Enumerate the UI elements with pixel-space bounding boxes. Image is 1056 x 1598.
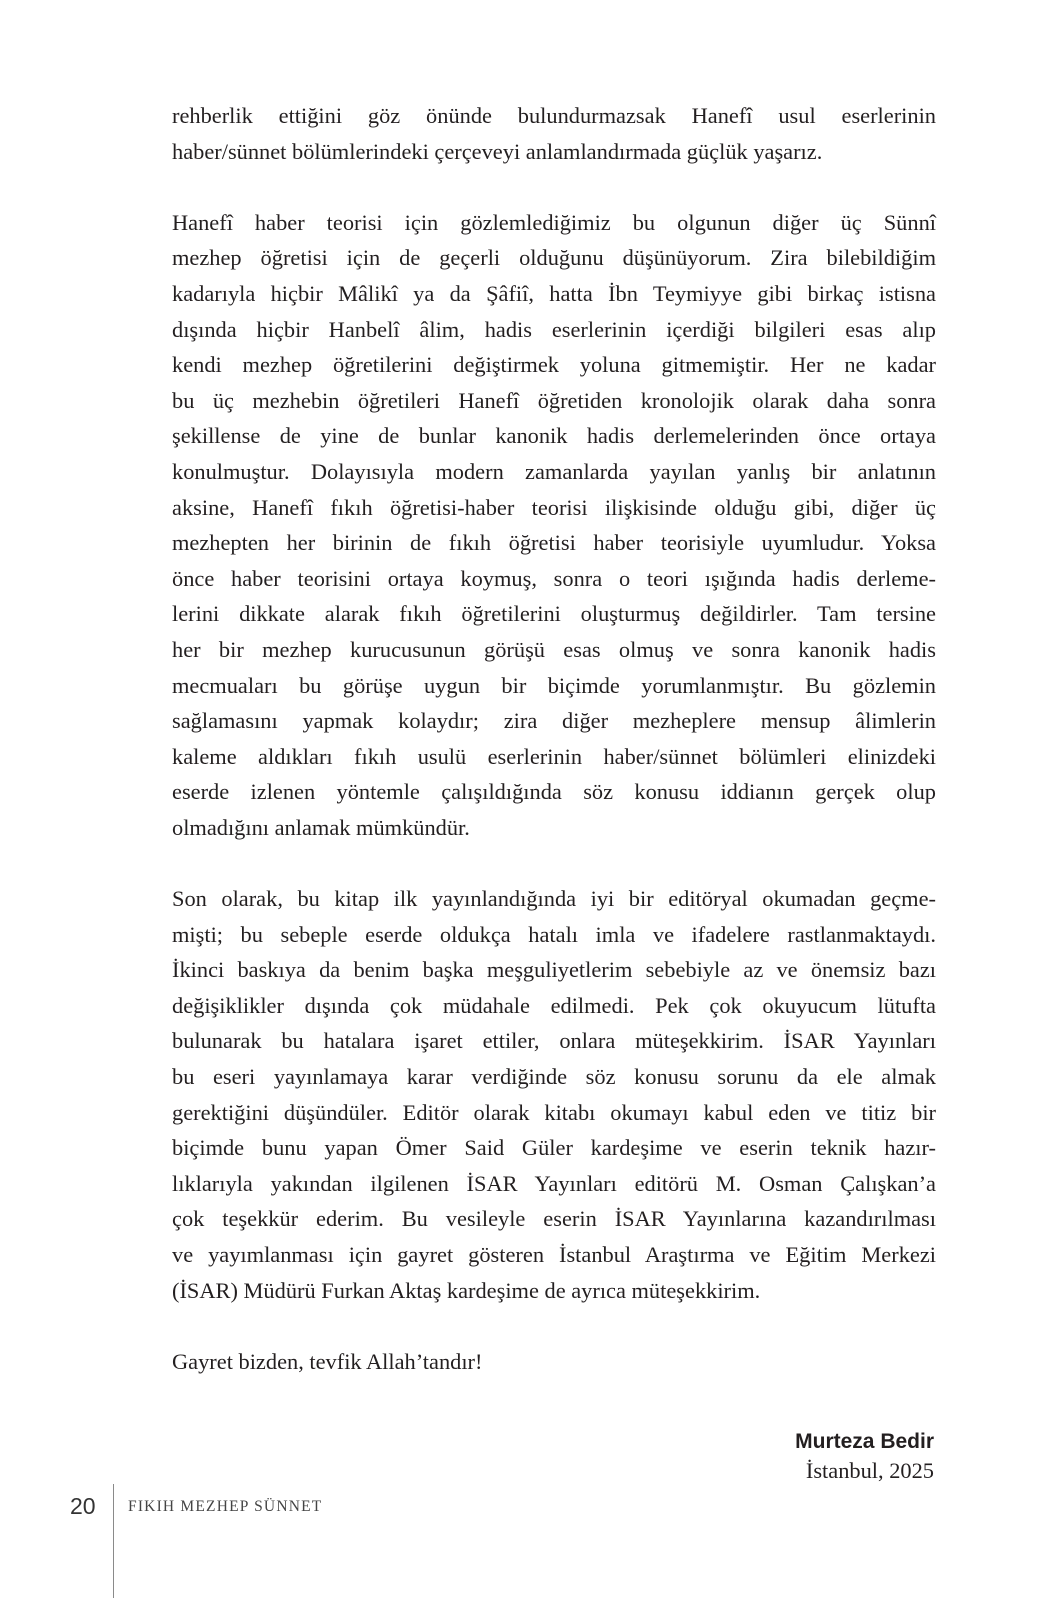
text-line: Gayret bizden, tevfik Allah’tandır! bbox=[172, 1348, 483, 1374]
text-line: kaleme aldıkları fıkıh usulü eserlerinin haber/sünnet bölümleri elinizdeki bbox=[172, 743, 936, 769]
paragraph-2 bbox=[172, 205, 936, 846]
text-line: şekillense de yine de bunlar kanonik hadis derlemelerinden önce ortaya bbox=[172, 423, 936, 449]
text-line: önce haber teorisini ortaya koymuş, sonra o teori ışığında hadis derleme- bbox=[172, 565, 936, 591]
text-line: değişiklikler dışında çok müdahale edilmedi. Pek çok okuyucum lütufta bbox=[172, 992, 936, 1018]
text-line: kadarıyla hiçbir Mâlikî ya da Şâfiî, hatta İbn Teymiyye gibi birkaç istisna bbox=[172, 280, 936, 306]
text-line: aksine, Hanefî fıkıh öğretisi-haber teorisi ilişkisinde olduğu gibi, diğer üç bbox=[172, 494, 936, 520]
text-line: dışında hiçbir Hanbelî âlim, hadis eserlerinin içerdiği bilgileri esas alıp bbox=[172, 316, 936, 342]
running-title: FIKIH MEZHEP SÜNNET bbox=[128, 1498, 323, 1515]
paragraph-gap bbox=[172, 845, 936, 881]
text-line: konulmuştur. Dolayısıyla modern zamanlarda yayılan yanlış bir anlatının bbox=[172, 458, 936, 484]
signature-block bbox=[795, 1428, 934, 1486]
text-line: rehberlik ettiğini göz önünde bulundurmazsak Hanefî usul eserlerinin bbox=[172, 103, 936, 128]
text-line: ve yayımlanması için gayret gösteren İstanbul Araştırma ve Eğitim Merkezi bbox=[172, 1242, 936, 1267]
paragraph-gap bbox=[172, 1308, 936, 1344]
text-line: mezhep öğretisi için de geçerli olduğunu düşünüyorum. Zira bilebildiğim bbox=[172, 245, 936, 271]
text-line: Hanefî haber teorisi için gözlemlediğimiz bu olgunun diğer üç Sünnî bbox=[172, 209, 936, 235]
place-date: İstanbul, 2025 bbox=[805, 1458, 934, 1483]
author-name: Murteza Bedir bbox=[795, 1430, 934, 1453]
text-line: her bir mezhep kurucusunun görüşü esas olmuş ve sonra kanonik hadis bbox=[172, 636, 936, 662]
text-line: Son olarak, bu kitap ilk yayınlandığında iyi bir editöryal okumadan geçme- bbox=[172, 886, 936, 912]
text-line: gerektiğini düşündüler. Editör olarak kitabı okumayı kabul eden ve titiz bir bbox=[172, 1099, 936, 1125]
text-line: biçimde bunu yapan Ömer Said Güler kardeşime ve eserin teknik hazır- bbox=[172, 1135, 936, 1161]
text-line: çok teşekkür ederim. Bu vesileyle eserin İSAR Yayınlarına kazandırılması bbox=[172, 1206, 936, 1232]
page-number: 20 bbox=[70, 1493, 96, 1519]
text-line: mişti; bu sebeple eserde oldukça hatalı imla ve ifadelere rastlanmaktaydı. bbox=[172, 921, 936, 947]
paragraph-1 bbox=[172, 98, 936, 169]
footer-divider bbox=[113, 1484, 114, 1598]
text-line: olmadığını anlamak mümkündür. bbox=[172, 814, 470, 840]
text-line: sağlamasını yapmak kolaydır; zira diğer mezheplere mensup âlimlerin bbox=[172, 708, 936, 734]
text-line: mecmuaları bu görüşe uygun bir biçimde yorumlanmıştır. Bu gözlemin bbox=[172, 672, 936, 698]
body-text bbox=[172, 98, 936, 1379]
text-line: bulunarak bu hatalara işaret ettiler, onlara müteşekkirim. İSAR Yayınları bbox=[172, 1028, 936, 1054]
text-line: lerini dikkate alarak fıkıh öğretilerini oluşturmuş değildirler. Tam tersine bbox=[172, 601, 936, 627]
text-line: haber/sünnet bölümlerindeki çerçeveyi anlamlandırmada güçlük yaşarız. bbox=[172, 138, 823, 164]
closing-line bbox=[172, 1344, 936, 1380]
paragraph-3 bbox=[172, 881, 936, 1308]
text-line: bu eseri yayınlamaya karar verdiğinde söz konusu sorunu da ele almak bbox=[172, 1064, 936, 1090]
text-line: bu üç mezhebin öğretileri Hanefî öğretiden kronolojik olarak daha sonra bbox=[172, 387, 936, 413]
text-line: (İSAR) Müdürü Furkan Aktaş kardeşime de ayrıca müteşekkirim. bbox=[172, 1277, 761, 1303]
text-line: kendi mezhep öğretilerini değiştirmek yoluna gitmemiştir. Her ne kadar bbox=[172, 352, 936, 378]
text-line: eserde izlenen yöntemle çalışıldığında söz konusu iddianın gerçek olup bbox=[172, 779, 936, 805]
page-footer bbox=[0, 1484, 1056, 1598]
paragraph-gap bbox=[172, 169, 936, 205]
text-line: lıklarıyla yakından ilgilenen İSAR Yayınları editörü M. Osman Çalışkan’a bbox=[172, 1170, 936, 1196]
text-line: mezhepten her birinin de fıkıh öğretisi haber teorisiyle uyumludur. Yoksa bbox=[172, 530, 936, 556]
text-line: İkinci baskıya da benim başka meşguliyetlerim sebebiyle az ve önemsiz bazı bbox=[172, 957, 936, 983]
